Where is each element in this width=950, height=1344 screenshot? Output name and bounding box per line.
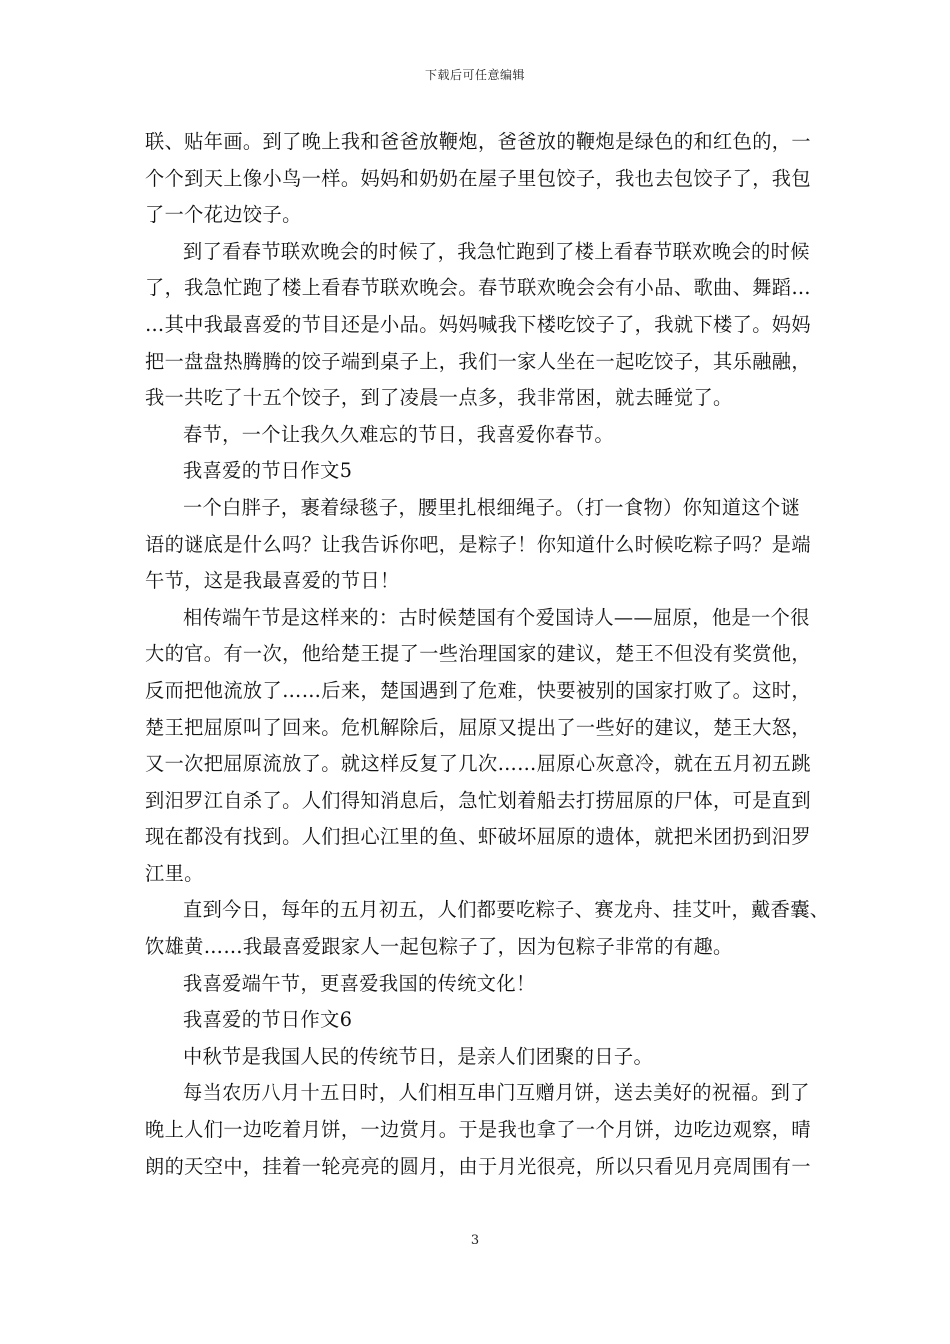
page-number: 3 — [470, 1233, 480, 1248]
text-line: 我喜爱端午节，更喜爱我国的传统文化！ — [183, 971, 536, 995]
text-line: 晚上人们一边吃着月饼，一边赏月。于是我也拿了一个月饼，边吃边观察，晴 — [145, 1118, 811, 1142]
text-line: 反而把他流放了……后来，楚国遇到了危难，快要被别的国家打败了。这时， — [145, 678, 811, 702]
text-line: 相传端午节是这样来的：古时候楚国有个爱国诗人——屈原，他是一个很 — [183, 605, 810, 629]
text-line: 语的谜底是什么吗？让我告诉你吧，是粽子！你知道什么时候吃粽子吗？是端 — [145, 532, 811, 556]
page-header: 下载后可任意编辑 — [424, 68, 525, 82]
text-line: 了一个花边饺子。 — [145, 203, 302, 227]
text-line: 楚王把屈原叫了回来。危机解除后，屈原又提出了一些好的建议，楚王大怒， — [145, 715, 811, 739]
text-line: 大的官。有一次，他给楚王提了一些治理国家的建议，楚王不但没有奖赏他， — [145, 642, 811, 666]
text-line: 朗的天空中，挂着一轮亮亮的圆月，由于月光很亮，所以只看见月亮周围有一 — [145, 1154, 811, 1178]
text-line: 我喜爱的节日作文6 — [183, 1008, 353, 1032]
text-line: 我喜爱的节日作文5 — [183, 459, 353, 483]
text-line: 联、贴年画。到了晚上我和爸爸放鞭炮，爸爸放的鞭炮是绿色的和红色的，一 — [145, 130, 811, 153]
text-line: 江里。 — [145, 861, 204, 885]
text-line: 每当农历八月十五日时，人们相互串门互赠月饼，送去美好的祝福。到了 — [183, 1081, 810, 1105]
text-line: 一个白胖子，裹着绿毯子，腰里扎根细绳子。（打一食物）你知道这个谜 — [183, 495, 801, 519]
text-line: 了，我急忙跑了楼上看春节联欢晚会。春节联欢晚会会有小品、歌曲、舞蹈… — [145, 276, 811, 300]
text-line: 现在都没有找到。人们担心江里的鱼、虾破坏屈原的遗体，就把米团扔到汨罗 — [145, 825, 811, 849]
text-line: 直到今日，每年的五月初五，人们都要吃粽子、赛龙舟、挂艾叶，戴香囊、 — [183, 898, 830, 922]
text-line: 中秋节是我国人民的传统节日，是亲人们团聚的日子。 — [183, 1044, 654, 1068]
text-line: 饮雄黄……我最喜爱跟家人一起包粽子了，因为包粽子非常的有趣。 — [145, 935, 733, 959]
text-line: 到汨罗江自杀了。人们得知消息后，急忙划着船去打捞屈原的尸体，可是直到 — [145, 788, 811, 812]
text-line: 个个到天上像小鸟一样。妈妈和奶奶在屋子里包饺子，我也去包饺子了，我包 — [145, 166, 811, 190]
text-line: 把一盘盘热腾腾的饺子端到桌子上，我们一家人坐在一起吃饺子，其乐融融， — [145, 349, 811, 373]
text-line: 我一共吃了十五个饺子，到了凌晨一点多，我非常困，就去睡觉了。 — [145, 386, 733, 410]
text-line: …其中我最喜爱的节目还是小品。妈妈喊我下楼吃饺子了，我就下楼了。妈妈 — [145, 312, 811, 336]
text-line: 又一次把屈原流放了。就这样反复了几次……屈原心灰意冷，就在五月初五跳 — [145, 752, 811, 776]
text-line: 春节，一个让我久久难忘的节日，我喜爱你春节。 — [183, 422, 614, 446]
document-body — [145, 124, 830, 1185]
text-line: 午节，这是我最喜爱的节日！ — [145, 569, 400, 593]
text-line: 到了看春节联欢晚会的时候了，我急忙跑到了楼上看春节联欢晚会的时候 — [183, 239, 810, 263]
